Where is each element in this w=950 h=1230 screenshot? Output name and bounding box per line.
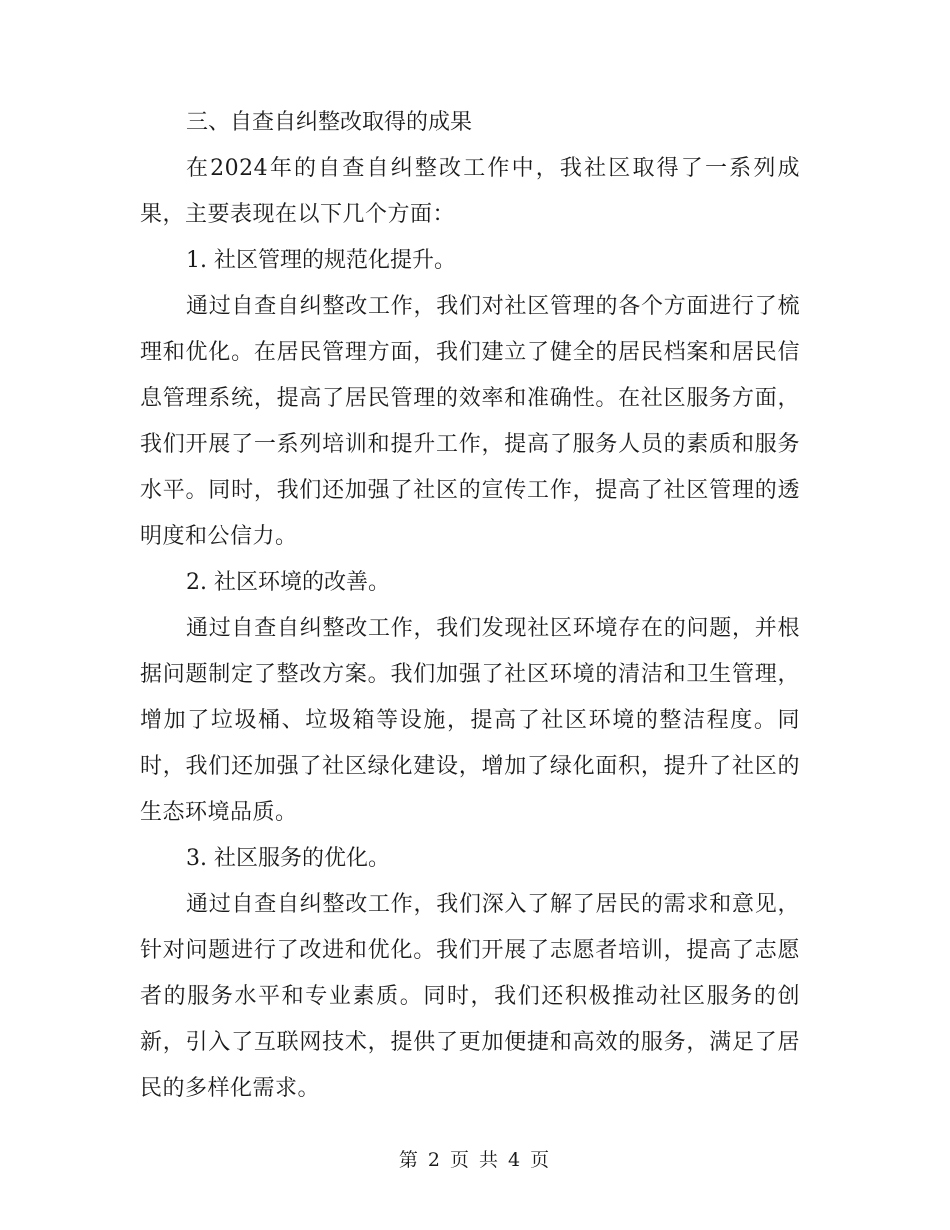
page-number-footer: 第 2 页 共 4 页 bbox=[398, 1149, 552, 1171]
subsection-heading-1: 1. 社区管理的规范化提升。 bbox=[186, 248, 456, 273]
subsection-heading-3: 3. 社区服务的优化。 bbox=[186, 846, 390, 871]
section-heading: 三、自查自纠整改取得的成果 bbox=[186, 110, 473, 135]
subsection-heading-2: 2. 社区环境的改善。 bbox=[186, 570, 390, 595]
document-body bbox=[140, 100, 800, 1112]
intro-paragraph: 在2024年的自查自纠整改工作中，我社区取得了一系列成果，主要表现在以下几个方面： bbox=[140, 156, 800, 227]
paragraph-management: 通过自查自纠整改工作，我们对社区管理的各个方面进行了梳理和优化。在居民管理方面，我们建立了健全的居民档案和居民信息管理系统，提高了居民管理的效率和准确性。在社区服务方面，我们开展了一系列培训和提升工作，提高了服务人员的素质和服务水平。同时，我们还加强了社区的宣传工作，提高了社区管理的透明度和公信力。 bbox=[140, 294, 800, 549]
paragraph-service: 通过自查自纠整改工作，我们深入了解了居民的需求和意见，针对问题进行了改进和优化。我们开展了志愿者培训，提高了志愿者的服务水平和专业素质。同时，我们还积极推动社区服务的创新，引入了互联网技术，提供了更加便捷和高效的服务，满足了居民的多样化需求。 bbox=[140, 892, 800, 1101]
paragraph-environment: 通过自查自纠整改工作，我们发现社区环境存在的问题，并根据问题制定了整改方案。我们加强了社区环境的清洁和卫生管理，增加了垃圾桶、垃圾箱等设施，提高了社区环境的整洁程度。同时，我们还加强了社区绿化建设，增加了绿化面积，提升了社区的生态环境品质。 bbox=[140, 616, 800, 825]
